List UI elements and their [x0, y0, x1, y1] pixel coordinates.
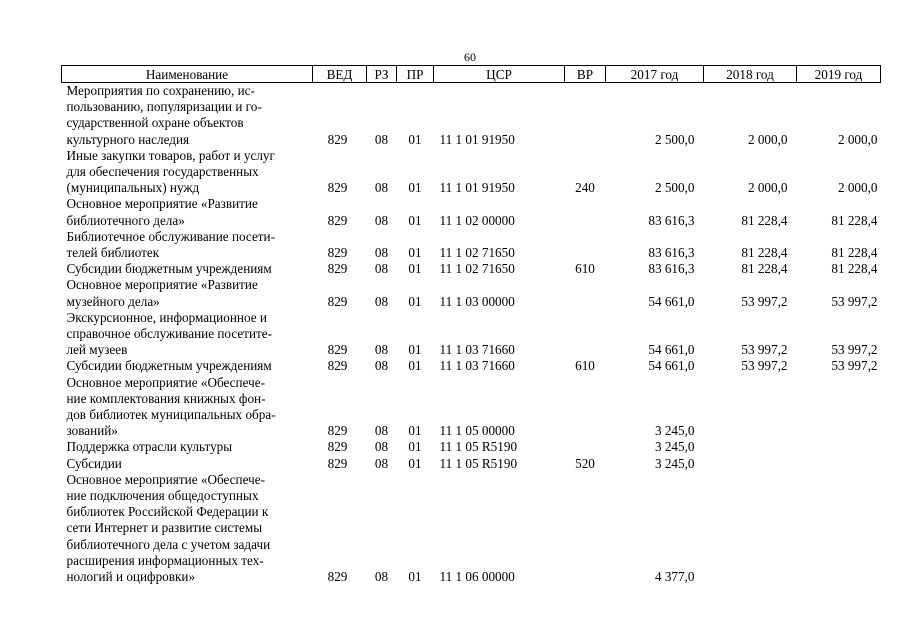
table-row	[62, 229, 881, 261]
row-csr: 11 1 01 91950	[439, 131, 515, 147]
row-pr: 01	[408, 212, 422, 228]
row-pr: 01	[408, 342, 422, 358]
column-header-pr: ПР	[397, 66, 434, 83]
row-2019	[797, 439, 881, 455]
row-2018	[704, 439, 797, 455]
row-name: Основное мероприятие «Обеспече- ние комплектования книжных фон- дов библиотек муниципальных обра- зований»	[66, 374, 276, 439]
row-name: Библиотечное обслуживание посети- телей библиотек	[66, 228, 276, 261]
row-csr: 11 1 02 00000	[439, 212, 515, 228]
row-csr: 11 1 06 00000	[439, 569, 515, 585]
row-name: Основное мероприятие «Развитие библиотечного дела»	[66, 196, 258, 228]
row-rz: 08	[374, 455, 389, 471]
column-header-vr: ВР	[565, 66, 606, 83]
row-pr: 01	[408, 245, 422, 261]
row-2019: 81 228,4	[831, 245, 878, 261]
row-2018	[704, 456, 797, 472]
row-vr	[565, 196, 606, 228]
column-header-rz: РЗ	[367, 66, 397, 83]
row-csr: 11 1 05 00000	[439, 423, 515, 439]
row-pr: 01	[408, 423, 422, 439]
row-pr: 01	[408, 180, 422, 196]
row-2018: 81 228,4	[741, 212, 788, 228]
row-2018: 53 997,2	[741, 342, 788, 358]
row-2018: 53 997,2	[741, 358, 788, 374]
row-csr: 11 1 03 71660	[439, 358, 515, 374]
row-csr: 11 1 05 R5190	[439, 455, 518, 471]
row-2019	[797, 375, 881, 440]
table-row	[62, 375, 881, 440]
row-ved: 829	[327, 358, 348, 374]
row-csr: 11 1 02 71650	[439, 245, 515, 261]
page-number: 60	[464, 50, 476, 64]
row-2018: 53 997,2	[741, 293, 788, 309]
table-row	[62, 277, 881, 309]
row-2017: 83 616,3	[648, 261, 695, 277]
table-row	[62, 261, 881, 277]
row-2017: 54 661,0	[648, 358, 695, 374]
row-rz: 08	[374, 131, 389, 147]
row-ved: 829	[327, 439, 348, 455]
row-2018: 2 000,0	[747, 180, 788, 196]
column-header-2017: 2017 год	[606, 66, 704, 83]
row-ved: 829	[327, 569, 348, 585]
row-2019: 53 997,2	[831, 293, 878, 309]
row-ved: 829	[327, 261, 348, 277]
row-name: Субсидии	[66, 455, 122, 471]
row-vr	[565, 375, 606, 440]
row-name: Основное мероприятие «Развитие музейного дела»	[66, 277, 258, 309]
row-2019: 81 228,4	[831, 261, 878, 277]
row-rz: 08	[374, 569, 389, 585]
row-ved: 829	[327, 455, 348, 471]
table-body	[62, 83, 881, 586]
row-2017: 83 616,3	[648, 212, 695, 228]
row-vr	[565, 439, 606, 455]
row-pr: 01	[408, 439, 422, 455]
row-2019: 2 000,0	[837, 131, 878, 147]
row-2017: 83 616,3	[648, 245, 695, 261]
table-row	[62, 439, 881, 455]
table-row	[62, 472, 881, 585]
row-csr: 11 1 05 R5190	[439, 439, 518, 455]
column-header-name: Наименование	[62, 66, 313, 83]
row-2017: 3 245,0	[654, 423, 695, 439]
row-ved: 829	[327, 131, 348, 147]
table-row	[62, 83, 881, 148]
row-vr	[565, 229, 606, 261]
row-pr: 01	[408, 455, 422, 471]
row-rz: 08	[374, 439, 389, 455]
row-pr: 01	[408, 569, 422, 585]
row-rz: 08	[374, 423, 389, 439]
row-rz: 08	[374, 180, 389, 196]
row-2019: 81 228,4	[831, 212, 878, 228]
row-2018: 81 228,4	[741, 261, 788, 277]
row-vr: 520	[575, 455, 595, 471]
row-name: Экскурсионное, информационное и справочное обслуживание посетите- лей музеев	[66, 309, 273, 358]
row-name: Субсидии бюджетным учреждениям	[66, 261, 272, 277]
row-2018: 2 000,0	[747, 131, 788, 147]
row-vr: 610	[575, 261, 595, 277]
table-row	[62, 358, 881, 374]
budget-table	[61, 65, 881, 585]
row-vr: 610	[575, 358, 595, 374]
row-pr: 01	[408, 261, 422, 277]
table-header	[62, 66, 881, 83]
row-vr: 240	[575, 180, 595, 196]
column-header-ved: ВЕД	[313, 66, 367, 83]
row-rz: 08	[374, 212, 389, 228]
row-vr	[565, 310, 606, 359]
row-rz: 08	[374, 342, 389, 358]
row-ved: 829	[327, 293, 348, 309]
table-row	[62, 196, 881, 228]
row-rz: 08	[374, 261, 389, 277]
row-2019: 53 997,2	[831, 342, 878, 358]
row-2019	[797, 472, 881, 585]
row-2017: 54 661,0	[648, 293, 695, 309]
row-ved: 829	[327, 342, 348, 358]
row-2017: 3 245,0	[654, 439, 695, 455]
row-csr: 11 1 01 91950	[439, 180, 515, 196]
row-2017: 54 661,0	[648, 342, 695, 358]
row-rz: 08	[374, 293, 389, 309]
row-2018	[704, 375, 797, 440]
row-pr: 01	[408, 131, 422, 147]
row-vr	[565, 472, 606, 585]
table-row	[62, 310, 881, 359]
row-vr	[565, 83, 606, 148]
row-rz: 08	[374, 245, 389, 261]
row-csr: 11 1 03 71660	[439, 342, 515, 358]
table-row	[62, 148, 881, 197]
row-name: Мероприятия по сохранению, ис- пользованию, популяризации и го- сударственной охране объектов культурного наследия	[66, 83, 262, 147]
row-csr: 11 1 03 00000	[439, 293, 515, 309]
row-name: Субсидии бюджетным учреждениям	[66, 358, 272, 374]
column-header-2019: 2019 год	[797, 66, 881, 83]
column-header-2018: 2018 год	[704, 66, 797, 83]
row-2017: 2 500,0	[654, 131, 695, 147]
row-2018: 81 228,4	[741, 245, 788, 261]
row-name: Основное мероприятие «Обеспече- ние подключения общедоступных библиотек Российской Федерации к сети Интернет и развитие системы библиотечного дела с учетом задачи расширения информационных тех- нологий и оцифровки»	[66, 471, 271, 585]
row-2018	[704, 472, 797, 585]
column-header-csr: ЦСР	[434, 66, 565, 83]
row-csr: 11 1 02 71650	[439, 261, 515, 277]
row-2017: 4 377,0	[654, 569, 695, 585]
row-2019	[797, 456, 881, 472]
row-2017: 2 500,0	[654, 180, 695, 196]
row-pr: 01	[408, 358, 422, 374]
row-name: Иные закупки товаров, работ и услуг для обеспечения государственных (муниципальных) нужд	[66, 147, 275, 196]
row-2019: 53 997,2	[831, 358, 878, 374]
table-row	[62, 456, 881, 472]
row-rz: 08	[374, 358, 389, 374]
row-name: Поддержка отрасли культуры	[66, 439, 233, 455]
row-2019: 2 000,0	[837, 180, 878, 196]
row-ved: 829	[327, 212, 348, 228]
row-2017: 3 245,0	[654, 455, 695, 471]
row-ved: 829	[327, 245, 348, 261]
row-pr: 01	[408, 293, 422, 309]
row-ved: 829	[327, 423, 348, 439]
row-vr	[565, 277, 606, 309]
row-ved: 829	[327, 180, 348, 196]
